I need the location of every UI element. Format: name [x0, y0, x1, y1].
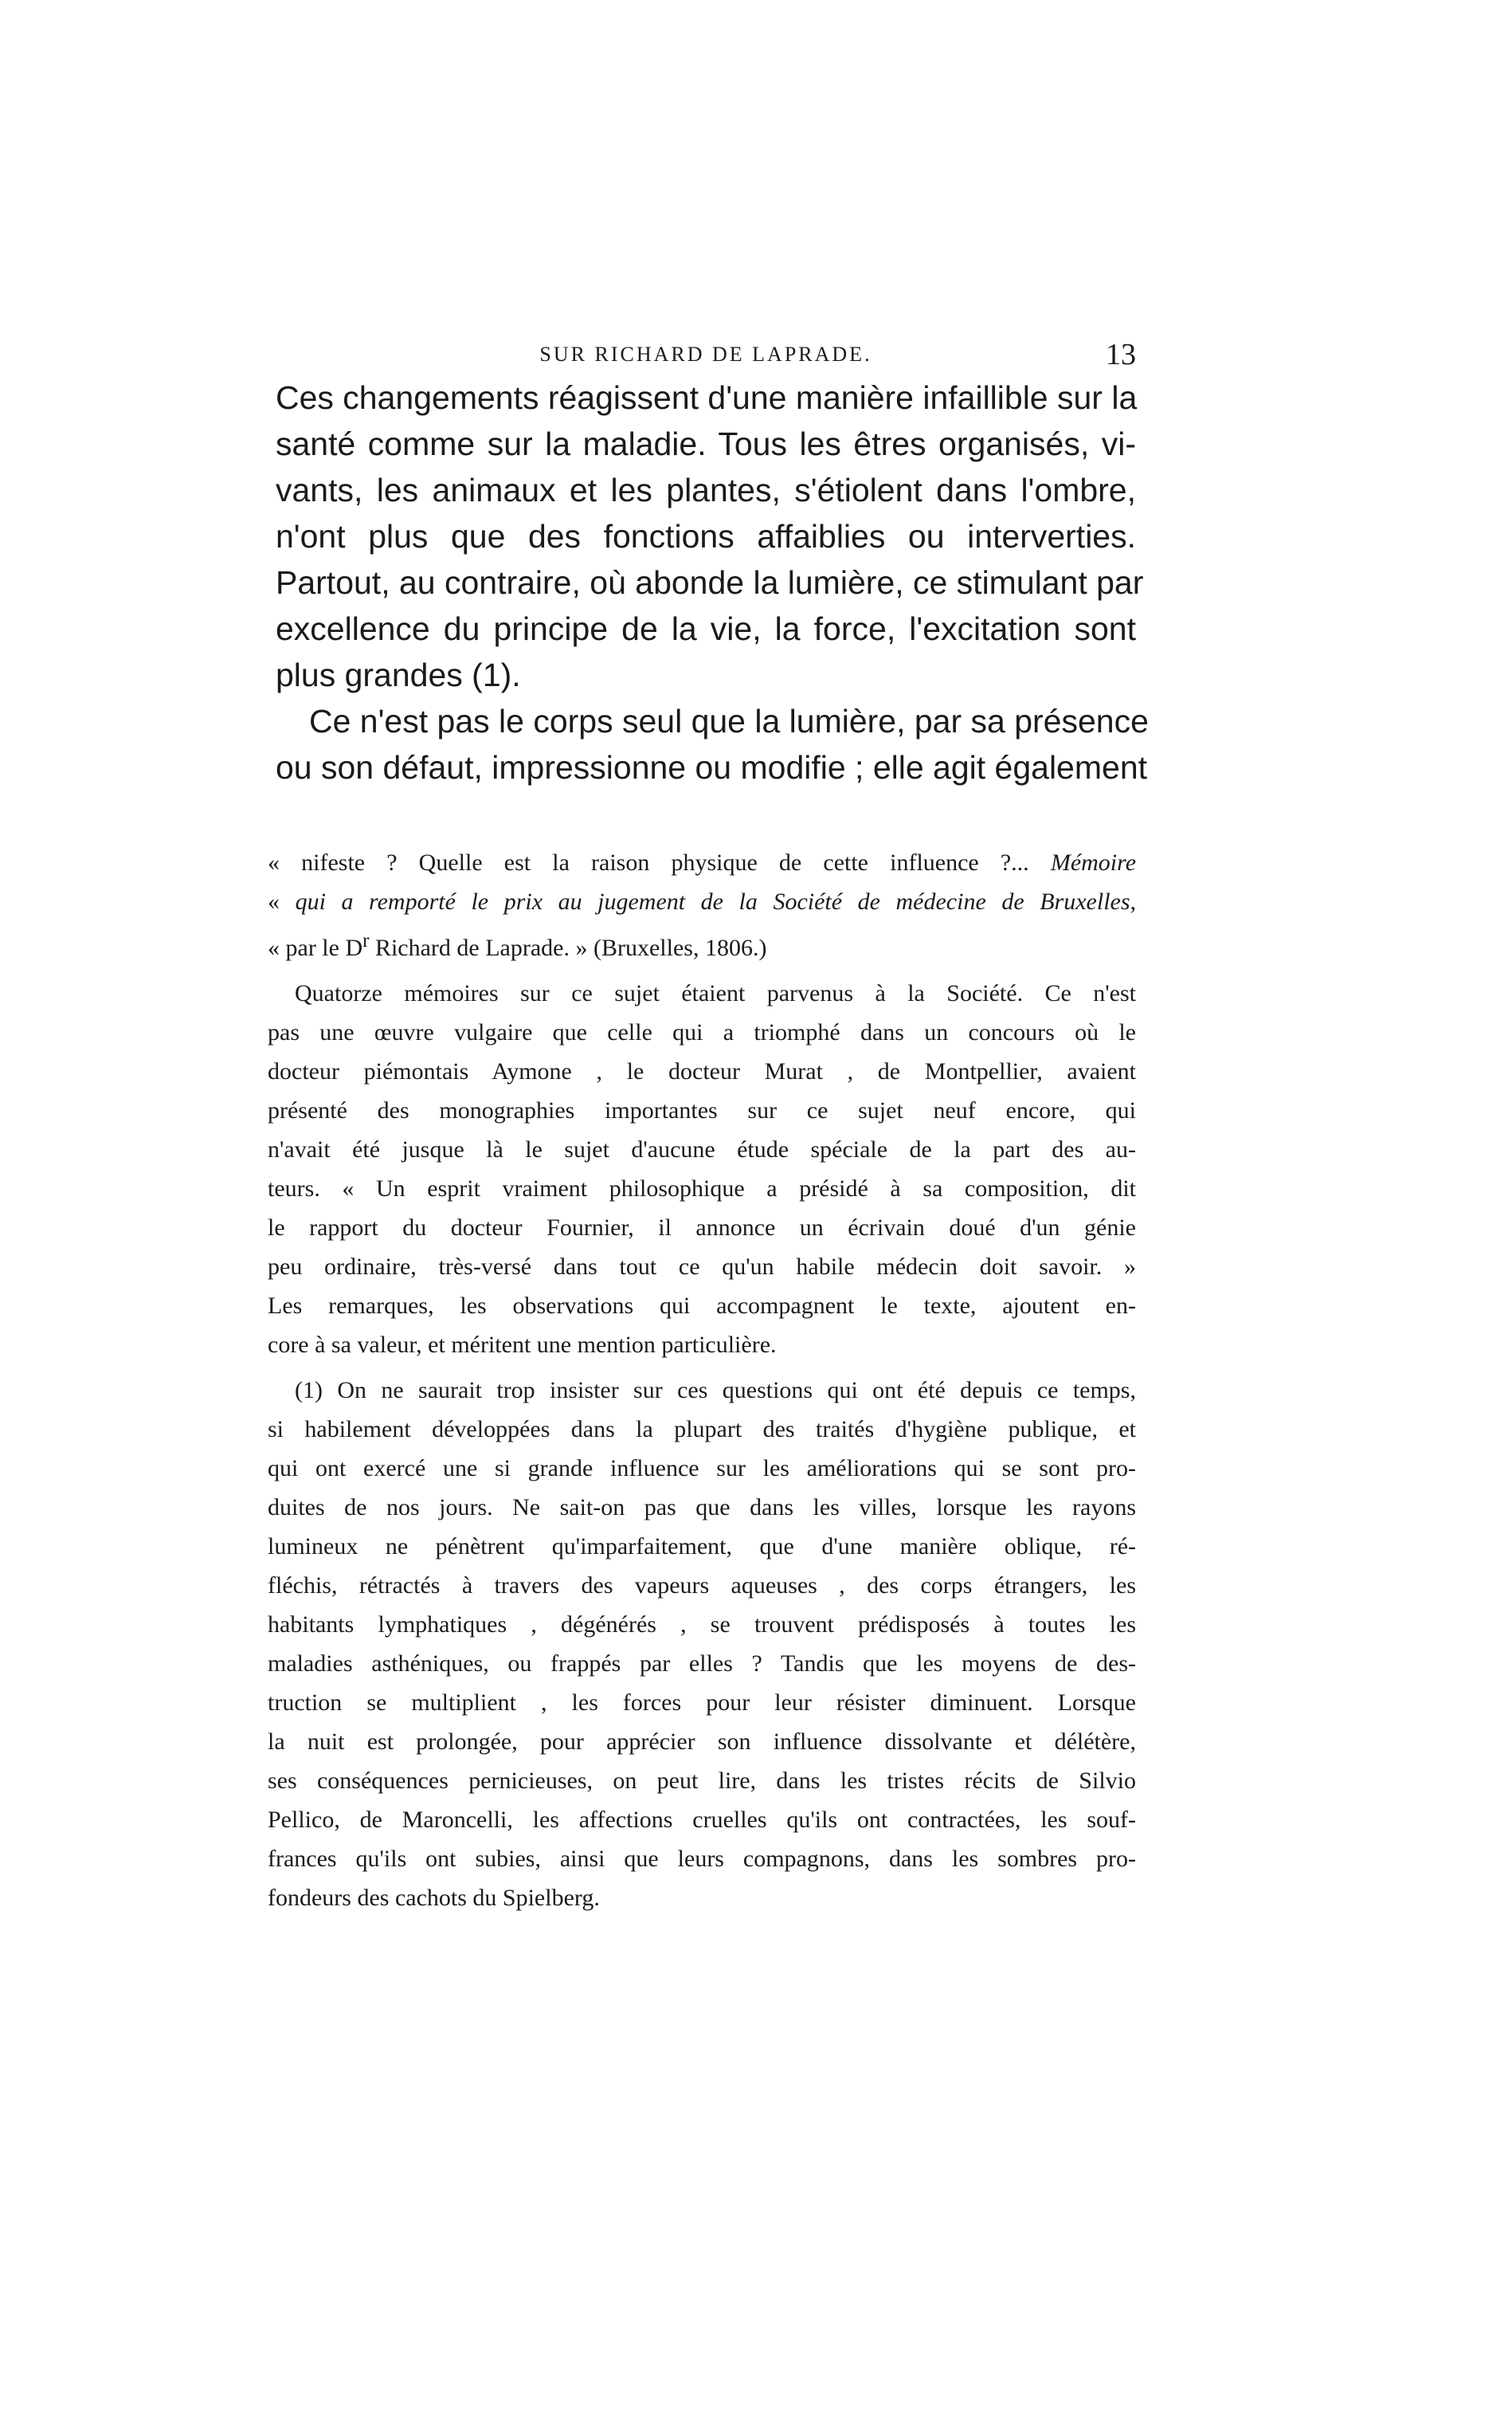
note-line: duites de nos jours. Ne sait-on pas que dans les villes, lorsque les rayons [268, 1494, 1136, 1520]
note-line: lumineux ne pénètrent qu'imparfaitement, que d'une manière oblique, ré- [268, 1533, 1136, 1560]
note-line: maladies asthéniques, ou frappés par elles ? Tandis que les moyens de des- [268, 1650, 1136, 1677]
note-line: n'avait été jusque là le sujet d'aucune étude spéciale de la part des au- [268, 1136, 1136, 1163]
note-line: la nuit est prolongée, pour apprécier son influence dissolvante et délétère, [268, 1728, 1136, 1755]
text-line: santé comme sur la maladie. Tous les êtres organisés, vi- [276, 426, 1136, 462]
note-line: peu ordinaire, très-versé dans tout ce qu'un habile médecin doit savoir. » [268, 1254, 1136, 1280]
spacer [268, 1364, 1136, 1371]
note-line: fléchis, rétractés à travers des vapeurs aqueuses , des corps étrangers, les [268, 1572, 1136, 1599]
text-line: n'ont plus que des fonctions affaiblies ou interverties. [276, 518, 1136, 555]
note-line: frances qu'ils ont subies, ainsi que leurs compagnons, dans les sombres pro- [268, 1846, 1136, 1872]
note-line: Quatorze mémoires sur ce sujet étaient parvenus à la Société. Ce n'est [295, 980, 1136, 1006]
note-title-italic: qui a remporté le prix au jugement de la Société de médecine de Bruxelles, [295, 889, 1137, 915]
note-text: Richard de Laprade. » (Bruxelles, 1806.) [369, 935, 767, 961]
quotation [268, 843, 1136, 967]
note-text: « par le D [268, 935, 363, 961]
note-line: habitants lymphatiques , dégénérés , se trouvent prédisposés à toutes les [268, 1611, 1136, 1638]
text-line: Ce n'est pas le corps seul que la lumière, par sa présence [309, 703, 1149, 740]
note-line: qui ont exercé une si grande influence sur les améliorations qui se sont pro- [268, 1455, 1136, 1481]
footnote-1 [268, 1371, 1136, 1917]
note-line: teurs. « Un esprit vraiment philosophique a présidé à sa composition, dit [268, 1175, 1136, 1202]
note-line: le rapport du docteur Fournier, il annonce un écrivain doué d'un génie [268, 1214, 1136, 1241]
note-line: ses conséquences pernicieuses, on peut lire, dans les tristes récits de Silvio [268, 1768, 1136, 1794]
text-line: excellence du principe de la vie, la force, l'excitation sont [276, 610, 1136, 647]
note-line [268, 882, 1136, 921]
note-line: docteur piémontais Aymone , le docteur Murat , de Montpellier, avaient [268, 1058, 1136, 1085]
paragraph [276, 698, 1149, 791]
note-line [268, 843, 1136, 882]
note-paragraph [268, 974, 1136, 1364]
note-line: présenté des monographies importantes sur ce sujet neuf encore, qui [268, 1097, 1136, 1124]
note-line: Les remarques, les observations qui accompagnent le texte, ajoutent en- [268, 1293, 1136, 1319]
note-line: Pellico, de Maroncelli, les affections cruelles qu'ils ont contractées, les souf- [268, 1807, 1136, 1833]
note-line: (1) On ne saurait trop insister sur ces questions qui ont été depuis ce temps, [295, 1377, 1136, 1403]
superscript: r [362, 930, 370, 951]
page-number: 13 [1106, 338, 1136, 371]
running-title: SUR RICHARD DE LAPRADE. [539, 343, 872, 366]
running-head [276, 339, 1136, 371]
text-line: Ces changements réagissent d'une manière infaillible sur la [276, 379, 1138, 416]
main-text [276, 375, 1149, 791]
footnotes [268, 843, 1136, 1917]
text-line: Partout, au contraire, où abonde la lumière, ce stimulant par [276, 564, 1144, 601]
text-line: vants, les animaux et les plantes, s'étiolent dans l'ombre, [276, 472, 1136, 508]
text-line: ou son défaut, impressionne ou modifie ; elle agit également [276, 749, 1148, 786]
note-text: « nifeste ? Quelle est la raison physique de cette influence ?... [268, 849, 1029, 876]
note-text: « [268, 889, 280, 915]
paragraph [276, 375, 1144, 698]
note-line: truction se multiplient , les forces pour leur résister diminuent. Lorsque [268, 1689, 1136, 1716]
note-line: core à sa valeur, et méritent une mention particulière. [268, 1332, 777, 1358]
text-line: plus grandes (1). [276, 657, 521, 693]
note-line: pas une œuvre vulgaire que celle qui a triomphé dans un concours où le [268, 1019, 1136, 1046]
note-line: si habilement développées dans la plupart des traités d'hygiène publique, et [268, 1416, 1136, 1442]
spacer [268, 967, 1136, 974]
note-line [268, 921, 1136, 967]
note-title-italic: Mémoire [1050, 849, 1137, 876]
note-line: fondeurs des cachots du Spielberg. [268, 1885, 600, 1911]
